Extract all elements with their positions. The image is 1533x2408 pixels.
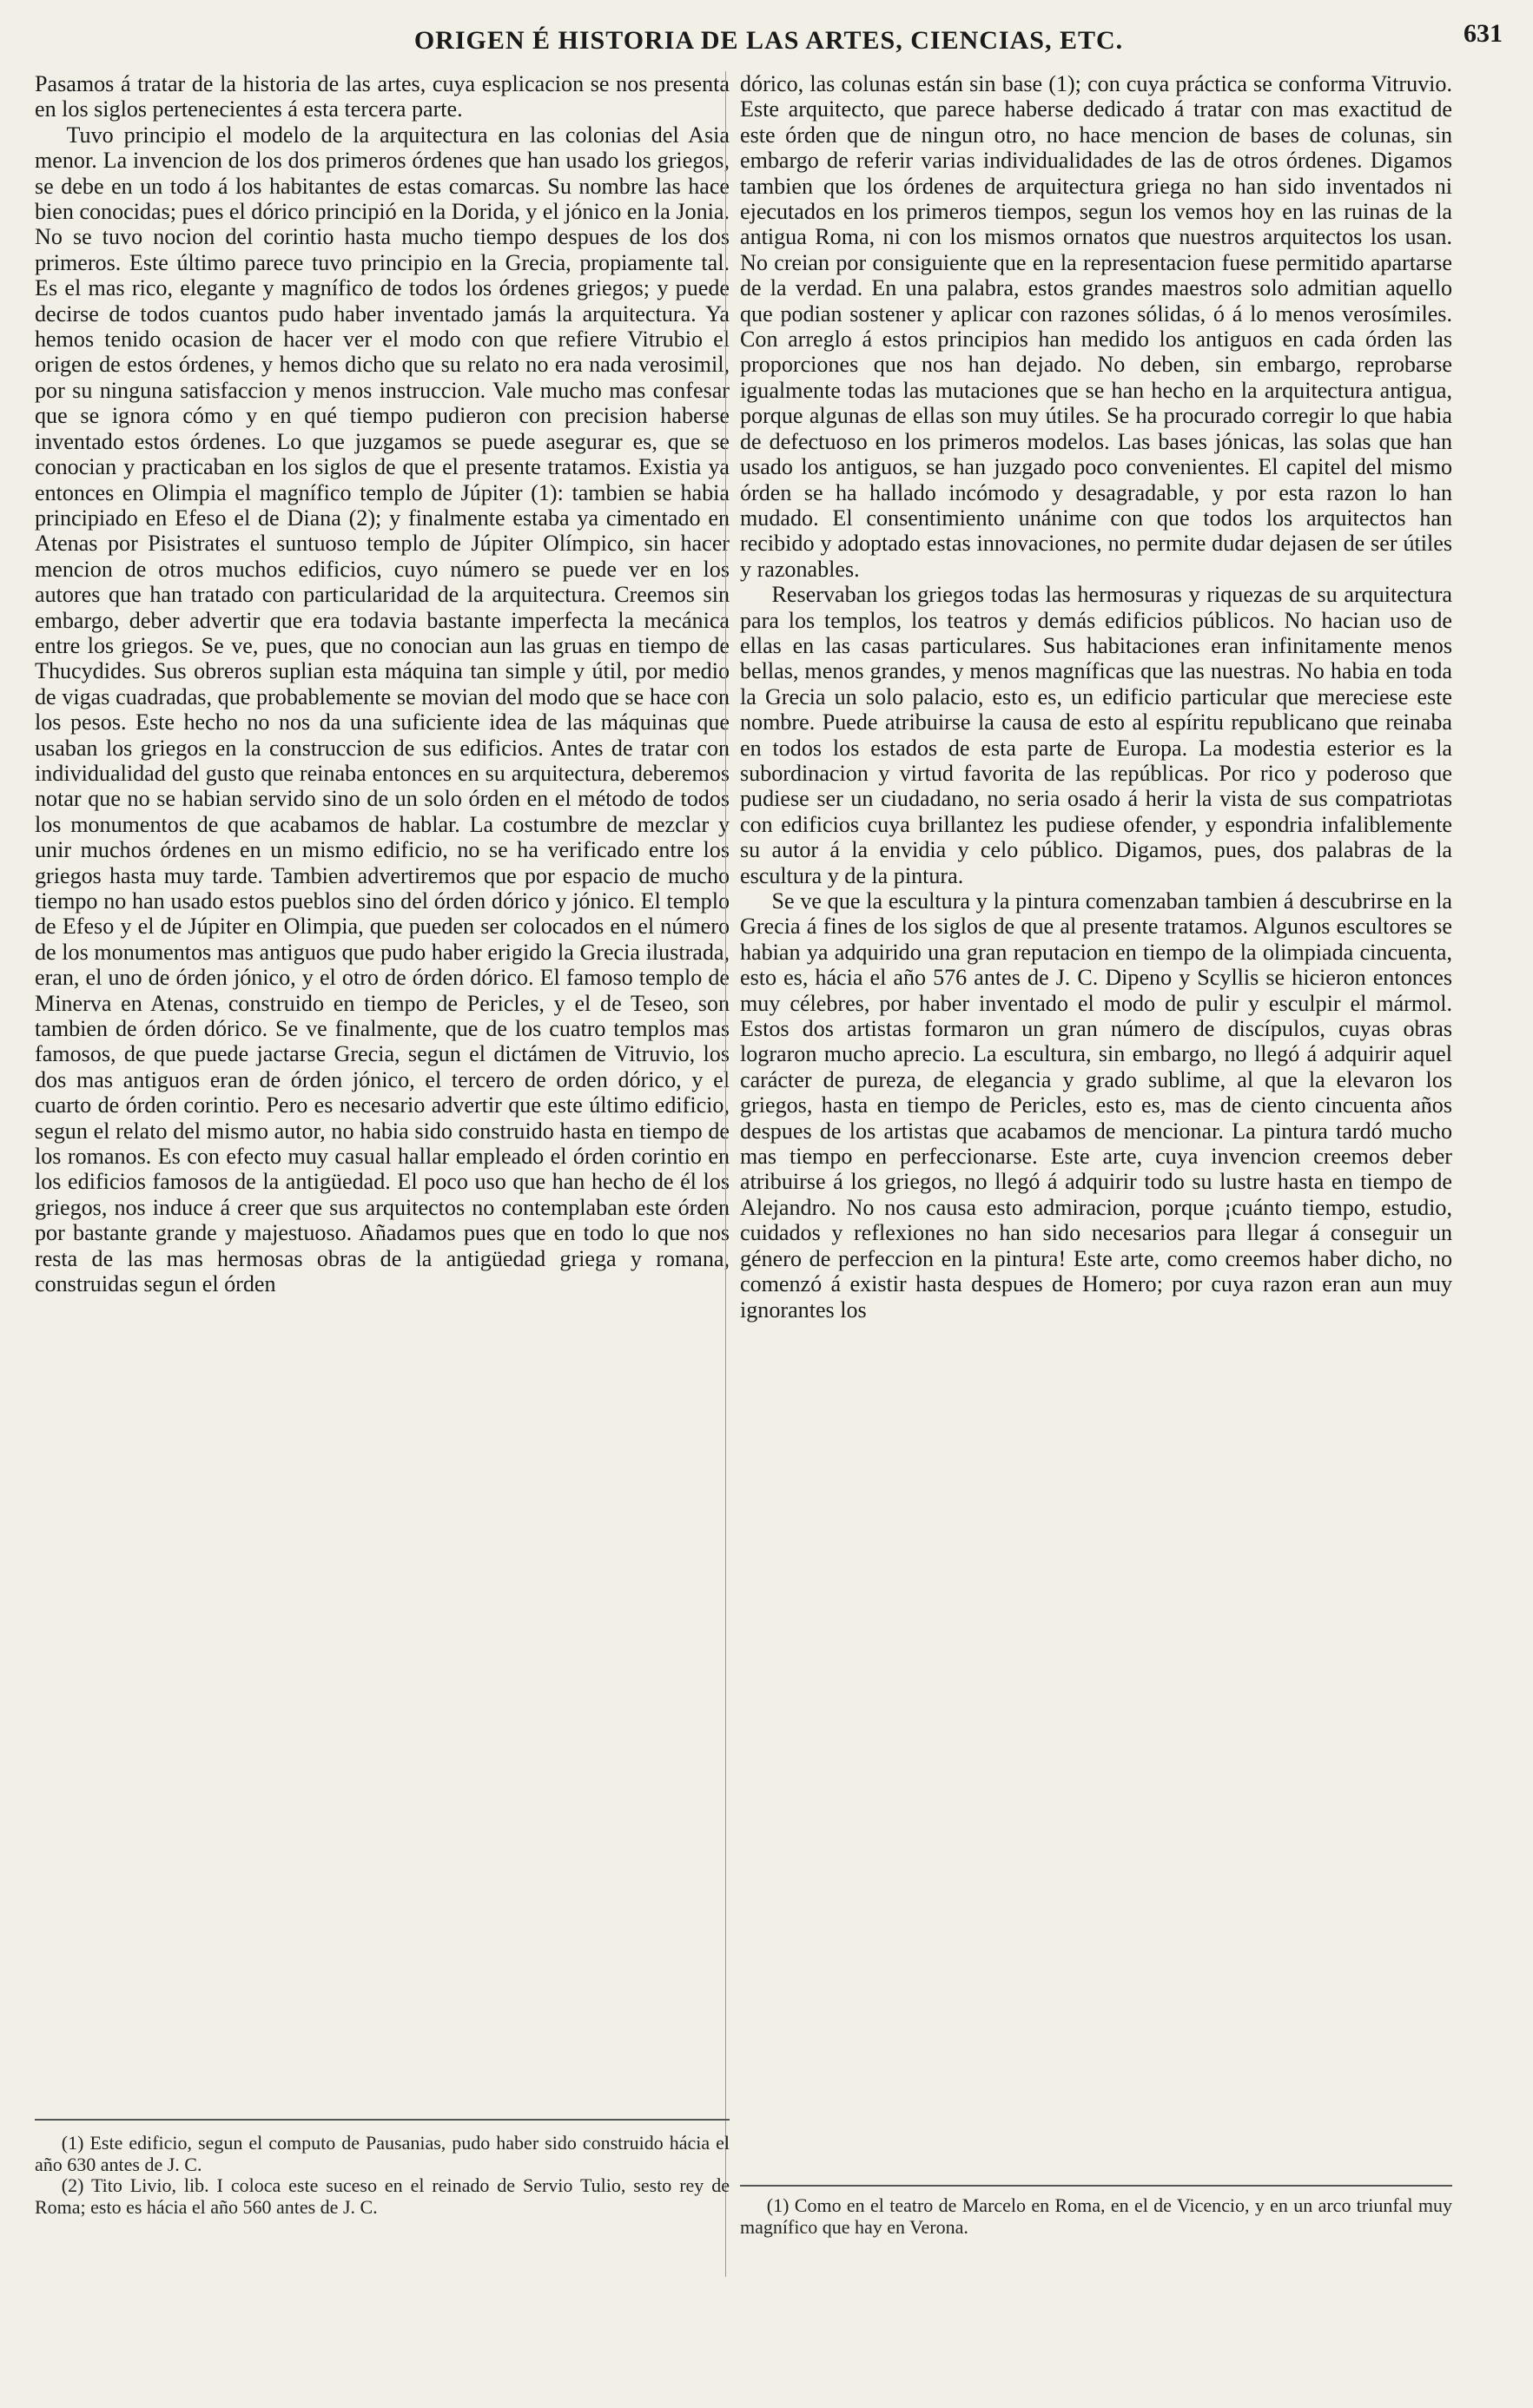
footnote: (1) Este edificio, segun el computo de Pausanias, pudo haber sido construido hácia el año 630 antes de J. C.	[35, 2132, 730, 2175]
footnote: (1) Como en el teatro de Marcelo en Roma, en el de Vicencio, y en un arco triunfal muy magnífico que hay en Verona.	[740, 2194, 1452, 2238]
footnotes-left	[35, 2133, 730, 2218]
page-header	[35, 19, 1503, 63]
footnote: (2) Tito Livio, lib. I coloca este suceso en el reinado de Servio Tulio, sesto rey de Roma; esto es hácia el año 560 antes de J. C.	[35, 2174, 730, 2218]
footnote-divider-left	[35, 2119, 730, 2121]
paragraph: dórico, las colunas están sin base (1); con cuya práctica se conforma Vitruvio. Este arquitecto, que parece haberse dedicado á tratar con mas exactitud de este órden que de ningun otro, no hace mencion de bases de colunas, sin embargo de referir varias individualidades de las de otros órdenes. Digamos tambien que los órdenes de arquitectura griega no han sido inventados ni ejecutados en los primeros tiempos, segun los vemos hoy en las ruinas de la antigua Roma, ni con los mismos ornatos que nuestros arquitectos los usan. No creian por consiguiente que en la representacion fuese permitido apartarse de la verdad. En una palabra, estos grandes maestros solo admitian aquello que podian sostener y aplicar con razones sólidas, ó á lo menos verosímiles. Con arreglo á estos principios han medido los antiguos en cada órden las proporciones que nos han dejado. No deben, sin embargo, reprobarse igualmente todas las mutaciones que se han hecho en la arquitectura antigua, porque algunas de ellas son muy útiles. Se ha procurado corregir lo que habia de defectuoso en los primeros modelos. Las bases jónicas, las solas que han usado los antiguos, se han juzgado poco convenientes. El capitel del mismo órden se ha hallado incómodo y desagradable, y por esta razon lo han mudado. El consentimiento unánime con que todos los arquitectos han recibido y adoptado estas innovaciones, no permite dudar dejasen de ser útiles y razonables.	[740, 71, 1452, 582]
footnotes-right	[740, 2195, 1452, 2238]
paragraph: Se ve que la escultura y la pintura comenzaban tambien á descubrirse en la Grecia á fines de los siglos de que al presente tratamos. Algunos escultores se habian ya adquirido una gran reputacion en tiempo de la olimpiada cincuenta, esto es, hácia el año 576 antes de J. C. Dipeno y Scyllis se hicieron entonces muy célebres, por haber inventado el modo de pulir y esculpir el mármol. Estos dos artistas formaron un gran número de discípulos, cuyas obras lograron mucho aprecio. La escultura, sin embargo, no llegó á adquirir aquel carácter de pureza, de elegancia y grado sublime, al que la elevaron los griegos, hasta en tiempo de Pericles, esto es, mas de ciento cincuenta años despues de los artistas que acabamos de mencionar. La pintura tardó mucho mas tiempo en perfeccionarse. Este arte, cuya invencion creemos deber atribuirse á los griegos, no llegó á adquirir todo su lustre hasta en tiempo de Alejandro. No nos causa esto admiracion, porque ¡cuánto tiempo, estudio, cuidados y reflexiones no han sido necesarios para llegar á conseguir un género de perfeccion en la pintura! Este arte, como creemos haber dicho, no comenzó á existir hasta despues de Homero; por cuya razon eran aun muy ignorantes los	[740, 888, 1452, 1323]
running-title: ORIGEN É HISTORIA DE LAS ARTES, CIENCIAS, ETC.	[413, 26, 1124, 55]
paragraph: Reservaban los griegos todas las hermosuras y riquezas de su arquitectura para los templos, los teatros y demás edificios públicos. No hacian uso de ellas en las casas particulares. Sus habitaciones eran infinitamente menos bellas, menos grandes, y menos magníficas que las nuestras. No habia en toda la Grecia un solo palacio, esto es, un edificio particular que mereciese este nombre. Puede atribuirse la causa de esto al espíritu republicano que reinaba en todos los estados de esta parte de Europa. La modestia esterior es la subordinacion y virtud favorita de las repúblicas. Por rico y poderoso que pudiese ser un ciudadano, no seria osado á herir la vista de sus compatriotas con edificios cuya brillantez les pudiese ofender, y espondria infaliblemente su autor á la envidia y celo público. Digamos, pues, dos palabras de la escultura y de la pintura.	[740, 582, 1452, 888]
column-rule	[725, 71, 726, 2277]
paragraph: Tuvo principio el modelo de la arquitectura en las colonias del Asia menor. La invencion de los dos primeros órdenes que han usado los griegos, se debe en un todo á los habitantes de estas comarcas. Su nombre las hace bien conocidas; pues el dórico principió en la Dorida, y el jónico en la Jonia. No se tuvo nocion del corintio hasta mucho tiempo despues de los dos primeros. Este último parece tuvo principio en la Grecia, propiamente tal. Es el mas rico, elegante y magnífico de todos los órdenes griegos; y puede decirse de todos cuantos pudo haber inventado jamás la arquitectura. Ya hemos tenido ocasion de hacer ver el modo con que refiere Vitrubio el origen de estos órdenes, y hemos dicho que su relato no era nada verosimil, por su ninguna satisfaccion y menos instruccion. Vale mucho mas confesar que se ignora cómo y en qué tiempo pudieron con precision haberse inventado estos órdenes. Lo que juzgamos se puede asegurar es, que se conocian y practicaban en los siglos de que el presente tratamos. Existia ya entonces en Olimpia el magnífico templo de Júpiter (1): tambien se habia principiado en Efeso el de Diana (2); y finalmente estaba ya cimentado en Atenas por Pisistrates el suntuoso templo de Júpiter Olímpico, sin hacer mencion de otros muchos edificios, cuyo número se puede ver en los autores que han tratado con particularidad de la arquitectura. Creemos sin embargo, deber advertir que era todavia bastante imperfecta la mecánica entre los griegos. Se ve, pues, que no conocian aun las gruas en tiempo de Thucydides. Sus obreros suplian esta máquina tan simple y útil, por medio de vigas cuadradas, que probablemente se movian del modo que se hace con los pesos. Este hecho no nos da una suficiente idea de las máquinas que usaban los griegos en la construccion de sus edificios. Antes de tratar con individualidad del gusto que reinaba entonces en su arquitectura, deberemos notar que no se habian servido sino de un solo órden en el método de todos los monumentos de que acabamos de hablar. La costumbre de mezclar y unir muchos órdenes en un mismo edificio, no se ha verificado entre los griegos hasta muy tarde. Tambien advertiremos que por espacio de mucho tiempo no han usado estos pueblos sino del órden dórico y jónico. El templo de Efeso y el de Júpiter en Olimpia, que pueden ser colocados en el número de los monumentos mas antiguos que pudo haber erigido la Grecia ilustrada, eran, el uno de órden jónico, y el otro de órden dórico. El famoso templo de Minerva en Atenas, construido en tiempo de Pericles, y el de Teseo, son tambien de órden dórico. Se ve finalmente, que de los cuatro templos mas famosos, de que puede jactarse Grecia, segun el dictámen de Vitruvio, los dos mas antiguos eran de órden jónico, el tercero de orden dórico, y el cuarto de órden corintio. Pero es necesario advertir que este último edificio, segun el relato del mismo autor, no habia sido construido hasta en tiempo de los romanos. Es con efecto muy casual hallar empleado el órden corintio en los edificios famosos de la antigüedad. El poco uso que han hecho de él los griegos, nos induce á creer que sus arquitectos no contemplaban este órden por bastante grande y majestuoso. Añadamos pues que en todo lo que nos resta de las mas hermosas obras de la antigüedad griega y romana, construidas segun el órden	[35, 122, 730, 1297]
paragraph: Pasamos á tratar de la historia de las artes, cuya esplicacion se nos presenta en los siglos pertenecientes á esta tercera parte.	[35, 71, 730, 122]
footnote-divider-right	[740, 2185, 1452, 2187]
page-number: 631	[1464, 19, 1503, 48]
right-column	[740, 71, 1452, 1323]
left-column	[35, 71, 730, 1297]
